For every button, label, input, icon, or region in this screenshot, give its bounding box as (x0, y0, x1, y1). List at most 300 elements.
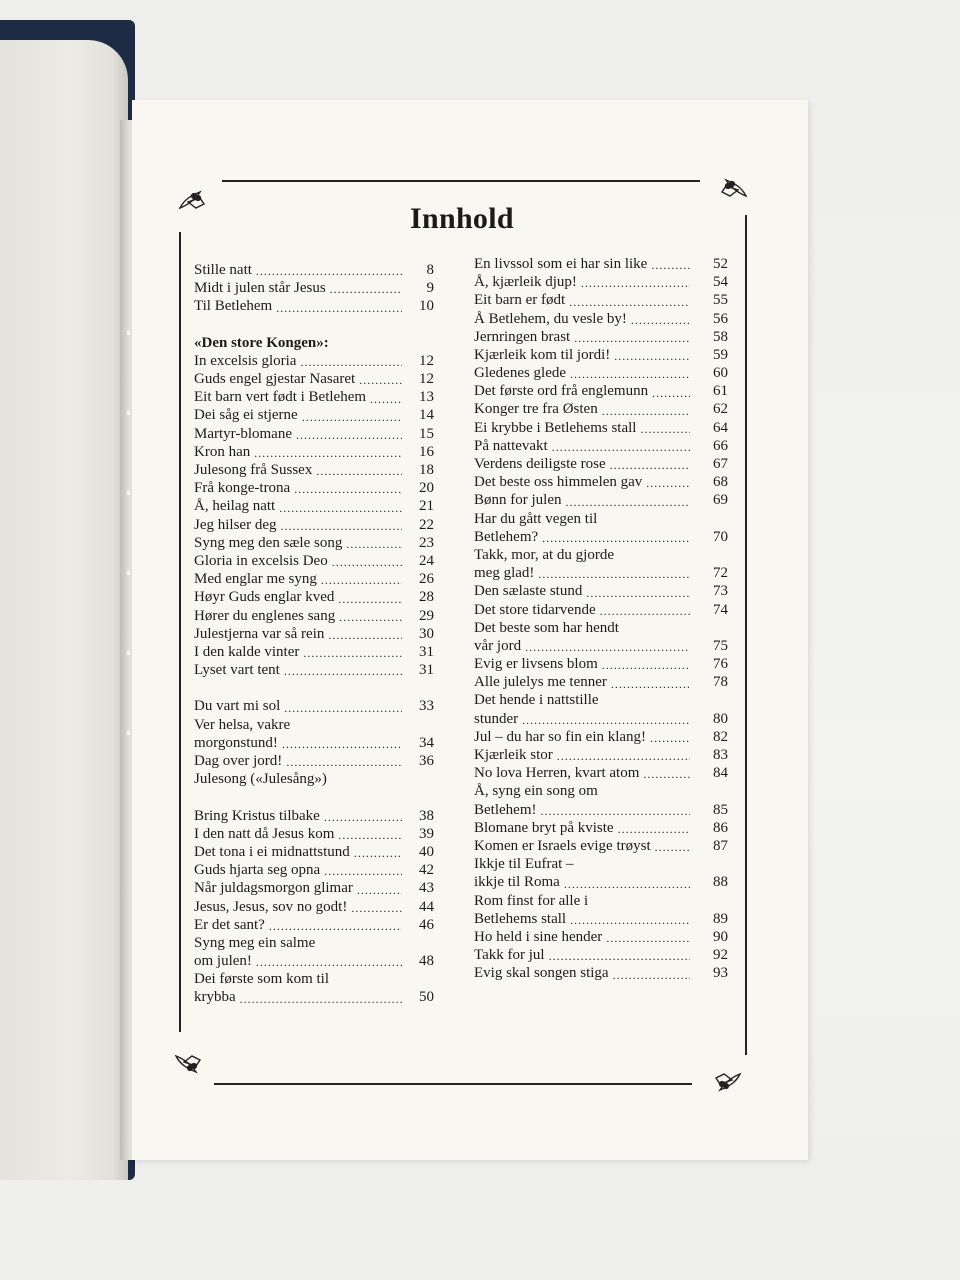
toc-entry-page-number: 68 (713, 474, 728, 491)
toc-entry (474, 510, 728, 528)
toc-right-column (474, 255, 728, 983)
toc-entry (194, 716, 434, 734)
toc-entry-page-number: 13 (419, 389, 434, 406)
toc-entry-title: Bring Kristus tilbake (194, 807, 320, 824)
toc-dot-leader (610, 458, 690, 473)
toc-entry (194, 461, 434, 479)
toc-dot-leader (538, 567, 690, 582)
toc-entry-page-number: 55 (713, 292, 728, 309)
toc-entry-title: Blomane bryt på kviste (474, 819, 614, 836)
toc-dot-leader (602, 658, 690, 673)
toc-dot-leader (284, 664, 402, 679)
toc-entry (474, 892, 728, 910)
toc-dot-leader (282, 737, 402, 752)
toc-dot-leader (611, 677, 690, 692)
toc-dot-leader (600, 604, 690, 619)
toc-dot-leader (570, 913, 690, 928)
toc-dot-leader (646, 476, 690, 491)
toc-entry (194, 643, 434, 661)
toc-entry (474, 291, 728, 309)
toc-entry (474, 401, 728, 419)
binding-stitch (127, 490, 130, 495)
toc-entry (474, 382, 728, 400)
toc-entry (474, 310, 728, 328)
toc-entry-page-number: 26 (419, 571, 434, 588)
toc-entry-title: morgonstund! (194, 734, 278, 751)
toc-entry (194, 934, 434, 952)
toc-entry-page-number: 87 (713, 837, 728, 854)
toc-dot-leader (549, 949, 690, 964)
toc-entry (194, 625, 434, 643)
toc-entry-title: Alle julelys me tenner (474, 674, 607, 691)
toc-dot-leader (328, 628, 402, 643)
toc-entry-page-number: 28 (419, 589, 434, 606)
toc-entry-page-number: 36 (419, 753, 434, 770)
toc-entry (194, 898, 434, 916)
toc-entry-title: En livssol som ei har sin like (474, 255, 648, 272)
toc-dot-leader (581, 276, 690, 291)
toc-entry (474, 637, 728, 655)
toc-entry-title: Takk for jul (474, 947, 545, 964)
toc-entry-title: Kron han (194, 443, 251, 460)
toc-entry (474, 564, 728, 582)
toc-entry (194, 661, 434, 679)
toc-dot-leader (354, 846, 402, 861)
toc-entry-title: Dag over jord! (194, 753, 283, 770)
toc-entry (474, 946, 728, 964)
toc-entry-title: Det hende i nattstille (474, 692, 599, 709)
toc-entry-title: Med englar me syng (194, 571, 317, 588)
toc-entry-title: Ho held i sine hender (474, 928, 603, 945)
binding-stitch (127, 650, 130, 655)
toc-entry-title: Rom finst for alle i (474, 892, 589, 909)
toc-entry (194, 879, 434, 897)
toc-entry-title: Dei såg ei stjerne (194, 407, 298, 424)
toc-entry (194, 861, 434, 879)
toc-entry (194, 970, 434, 988)
toc-dot-leader (586, 586, 690, 601)
toc-dot-leader (279, 501, 402, 516)
toc-entry-title: Syng meg ein salme (194, 934, 316, 951)
toc-entry-title: Ikkje til Eufrat – (474, 856, 574, 873)
toc-entry-page-number: 70 (713, 528, 728, 545)
toc-entry (474, 328, 728, 346)
toc-entry-title: Martyr-blomane (194, 425, 292, 442)
toc-entry-title: I den kalde vinter (194, 643, 300, 660)
toc-entry-title: Den sælaste stund (474, 583, 583, 600)
toc-entry-page-number: 38 (419, 807, 434, 824)
toc-entry-title: Hører du englenes sang (194, 607, 336, 624)
toc-dot-leader (269, 919, 402, 934)
toc-dot-leader (552, 440, 690, 455)
toc-entry-title: På nattevakt (474, 437, 548, 454)
toc-entry-page-number: 22 (419, 516, 434, 533)
toc-entry-page-number: 88 (713, 874, 728, 891)
toc-entry-page-number: 31 (419, 643, 434, 660)
toc-entry-page-number: 52 (713, 255, 728, 272)
toc-entry (194, 843, 434, 861)
toc-entry-page-number: 86 (713, 819, 728, 836)
toc-dot-leader (339, 610, 402, 625)
toc-entry-title: Guds engel gjestar Nasaret (194, 371, 356, 388)
holly-icon (706, 1064, 746, 1104)
toc-dot-leader (650, 731, 690, 746)
toc-entry (474, 782, 728, 800)
toc-entry-title: Å, kjærleik djup! (474, 274, 577, 291)
toc-dot-leader (302, 410, 402, 425)
toc-entry-title: Det store tidarvende (474, 601, 596, 618)
toc-entry-title: Er det sant? (194, 916, 265, 933)
holly-icon (174, 178, 214, 218)
toc-entry-page-number: 43 (419, 880, 434, 897)
toc-entry (194, 698, 434, 716)
toc-entry-page-number: 90 (713, 928, 728, 945)
toc-dot-leader (606, 931, 690, 946)
toc-entry-page-number: 46 (419, 916, 434, 933)
toc-entry (474, 455, 728, 473)
toc-entry-page-number: 67 (713, 456, 728, 473)
toc-entry-title: Jernringen brast (474, 328, 571, 345)
toc-entry-title: Ver helsa, vakre (194, 716, 291, 733)
toc-entry-title: Det første ord frå englemunn (474, 383, 649, 400)
toc-dot-leader (346, 537, 402, 552)
toc-dot-leader (256, 955, 402, 970)
toc-dot-leader (569, 295, 690, 310)
toc-entry-title: meg glad! (474, 565, 535, 582)
toc-dot-leader (286, 755, 402, 770)
toc-entry (474, 473, 728, 491)
toc-dot-leader (614, 349, 690, 364)
toc-entry-title: Syng meg den sæle song (194, 534, 343, 551)
toc-entry-page-number: 82 (713, 728, 728, 745)
toc-entry-page-number: 78 (713, 674, 728, 691)
toc-entry-page-number: 69 (713, 492, 728, 509)
toc-entry (194, 479, 434, 497)
toc-dot-leader (280, 519, 402, 534)
toc-entry-title: Konger tre fra Østen (474, 401, 598, 418)
toc-entry-title: Evig er livsens blom (474, 656, 598, 673)
toc-entry-page-number: 59 (713, 346, 728, 363)
toc-dot-leader (359, 373, 402, 388)
toc-dot-leader (643, 767, 690, 782)
toc-entry (194, 989, 434, 1007)
toc-entry-title: I den natt då Jesus kom (194, 825, 335, 842)
toc-dot-leader (655, 840, 690, 855)
toc-dot-leader (540, 804, 690, 819)
toc-entry (194, 570, 434, 588)
toc-entry-page-number: 20 (419, 480, 434, 497)
toc-entry (194, 279, 434, 297)
toc-entry-title: In excelsis gloria (194, 352, 297, 369)
toc-dot-leader (564, 877, 690, 892)
toc-entry-title: Verdens deiligste rose (474, 456, 606, 473)
frame-left-line (179, 232, 181, 1032)
toc-dot-leader (631, 313, 690, 328)
toc-dot-leader (303, 646, 402, 661)
toc-dot-leader (300, 355, 402, 370)
toc-entry-page-number: 18 (419, 462, 434, 479)
toc-dot-leader (618, 822, 690, 837)
toc-entry (194, 297, 434, 315)
toc-dot-leader (566, 495, 691, 510)
toc-dot-leader (316, 464, 402, 479)
toc-entry (474, 837, 728, 855)
toc-entry-title: Du vart mi sol (194, 698, 281, 715)
toc-dot-leader (338, 592, 402, 607)
toc-entry (194, 425, 434, 443)
toc-entry-page-number: 33 (419, 698, 434, 715)
toc-entry-page-number: 58 (713, 328, 728, 345)
toc-entry-page-number: 76 (713, 656, 728, 673)
toc-dot-leader (240, 992, 402, 1007)
holly-icon (712, 166, 752, 206)
toc-entry-title: Høyr Guds englar kved (194, 589, 335, 606)
toc-entry-page-number: 54 (713, 274, 728, 291)
toc-entry-title: Kjærleik stor (474, 747, 553, 764)
toc-entry-page-number: 75 (713, 637, 728, 654)
toc-entry (194, 388, 434, 406)
toc-entry-page-number: 92 (713, 947, 728, 964)
frame-bottom-line (214, 1083, 692, 1085)
toc-entry-title: Det tona i ei midnattstund (194, 843, 350, 860)
toc-entry-page-number: 24 (419, 552, 434, 569)
toc-entry-title: Gloria in excelsis Deo (194, 552, 328, 569)
toc-entry-title: Jesus, Jesus, sov no godt! (194, 898, 348, 915)
toc-dot-leader (254, 446, 402, 461)
toc-entry-page-number: 8 (426, 261, 434, 278)
toc-dot-leader (357, 883, 402, 898)
toc-entry-page-number: 85 (713, 801, 728, 818)
toc-entry (474, 601, 728, 619)
toc-entry-title: Evig skal songen stiga (474, 965, 609, 982)
toc-entry (474, 692, 728, 710)
binding-stitch (127, 570, 130, 575)
toc-entry (474, 746, 728, 764)
toc-entry (194, 352, 434, 370)
toc-entry (474, 491, 728, 509)
toc-dot-leader (522, 713, 690, 728)
left-page (0, 40, 128, 1180)
toc-entry-title: Betlehem! (474, 801, 537, 818)
toc-dot-leader (338, 828, 402, 843)
toc-dot-leader (651, 258, 690, 273)
toc-entry-title: Guds hjarta seg opna (194, 862, 321, 879)
toc-entry-page-number: 64 (713, 419, 728, 436)
toc-entry (474, 728, 728, 746)
toc-entry (474, 619, 728, 637)
toc-entry (194, 607, 434, 625)
toc-entry-page-number: 21 (419, 498, 434, 515)
toc-entry-title: Eit barn er født (474, 292, 566, 309)
toc-dot-leader (613, 968, 690, 983)
toc-dot-leader (652, 386, 690, 401)
toc-dot-leader (640, 422, 690, 437)
toc-entry-page-number: 73 (713, 583, 728, 600)
toc-entry-page-number: 62 (713, 401, 728, 418)
toc-entry (194, 443, 434, 461)
toc-dot-leader (332, 555, 402, 570)
toc-entry (194, 534, 434, 552)
toc-entry-title: Ei krybbe i Betlehems stall (474, 419, 637, 436)
toc-entry (474, 801, 728, 819)
toc-entry (474, 528, 728, 546)
toc-entry-page-number: 84 (713, 765, 728, 782)
toc-entry-page-number: 48 (419, 953, 434, 970)
toc-entry (474, 819, 728, 837)
toc-entry (194, 588, 434, 606)
toc-entry-title: vår jord (474, 637, 522, 654)
toc-entry (194, 952, 434, 970)
frame-right-line (745, 215, 747, 1055)
toc-entry-title: Midt i julen står Jesus (194, 280, 326, 297)
toc-entry-title: Julesong («Julesång») (194, 771, 327, 788)
toc-entry-page-number: 74 (713, 601, 728, 618)
toc-entry-page-number: 29 (419, 607, 434, 624)
toc-entry-page-number: 56 (713, 310, 728, 327)
toc-dot-leader (296, 428, 402, 443)
toc-entry-page-number: 66 (713, 437, 728, 454)
toc-entry-title: Til Betlehem (194, 298, 273, 315)
toc-entry (194, 770, 434, 788)
toc-entry (474, 710, 728, 728)
toc-entry-title: Lyset vart tent (194, 662, 280, 679)
toc-entry (474, 419, 728, 437)
toc-dot-leader (557, 749, 690, 764)
toc-dot-leader (276, 301, 402, 316)
toc-entry-page-number: 34 (419, 734, 434, 751)
toc-entry (194, 734, 434, 752)
toc-entry-page-number: 12 (419, 352, 434, 369)
toc-entry-title: Betlehem? (474, 528, 539, 545)
holly-icon (170, 1046, 210, 1086)
toc-entry-page-number: 40 (419, 843, 434, 860)
toc-dot-leader (324, 810, 402, 825)
toc-entry (194, 807, 434, 825)
toc-entry-title: Frå konge-trona (194, 480, 291, 497)
binding-stitch (127, 730, 130, 735)
toc-dot-leader (351, 901, 402, 916)
toc-dot-leader (570, 367, 690, 382)
toc-entry-title: Eit barn vert født i Betlehem (194, 389, 367, 406)
toc-entry-page-number: 61 (713, 383, 728, 400)
toc-entry-title: Har du gått vegen til (474, 510, 598, 527)
toc-spacer (194, 679, 434, 697)
toc-entry-page-number: 42 (419, 862, 434, 879)
toc-entry-title: om julen! (194, 953, 252, 970)
toc-dot-leader (330, 282, 402, 297)
toc-entry-title: Jeg hilser deg (194, 516, 277, 533)
toc-entry (474, 764, 728, 782)
toc-entry-title: Det beste som har hendt (474, 619, 619, 636)
toc-entry-title: Når juldagsmorgon glimar (194, 880, 353, 897)
toc-dot-leader (294, 482, 402, 497)
toc-entry-page-number: 72 (713, 565, 728, 582)
toc-entry-page-number: 14 (419, 407, 434, 424)
toc-entry (474, 873, 728, 891)
toc-entry-page-number: 60 (713, 365, 728, 382)
toc-entry-title: Å, heilag natt (194, 498, 276, 515)
toc-entry (474, 546, 728, 564)
toc-entry-page-number: 80 (713, 710, 728, 727)
toc-entry-title: Betlehems stall (474, 910, 567, 927)
toc-entry-page-number: 83 (713, 747, 728, 764)
toc-entry-title: Julestjerna var så rein (194, 625, 325, 642)
toc-entry (194, 407, 434, 425)
toc-entry-title: ikkje til Roma (474, 874, 560, 891)
toc-entry (474, 673, 728, 691)
page-title: Innhold (410, 202, 514, 235)
toc-entry-title: stunder (474, 710, 519, 727)
toc-entry (474, 364, 728, 382)
toc-entry (194, 552, 434, 570)
toc-dot-leader (256, 264, 402, 279)
toc-entry-page-number: 23 (419, 534, 434, 551)
toc-entry (474, 437, 728, 455)
toc-entry-title: Å, syng ein song om (474, 783, 598, 800)
toc-entry-page-number: 89 (713, 910, 728, 927)
toc-entry-page-number: 39 (419, 825, 434, 842)
toc-entry (194, 261, 434, 279)
toc-entry-page-number: 44 (419, 898, 434, 915)
toc-entry (194, 916, 434, 934)
toc-entry-title: No lova Herren, kvart atom (474, 765, 640, 782)
toc-left-column (194, 261, 434, 1007)
toc-entry-title: Å Betlehem, du vesle by! (474, 310, 627, 327)
toc-entry (474, 655, 728, 673)
toc-entry-page-number: 16 (419, 443, 434, 460)
toc-dot-leader (370, 392, 402, 407)
toc-entry-page-number: 9 (426, 280, 434, 297)
toc-entry-title: Stille natt (194, 261, 252, 278)
toc-entry (474, 273, 728, 291)
toc-entry-page-number: 31 (419, 662, 434, 679)
toc-entry-title: Dei første som kom til (194, 971, 329, 988)
binding-stitch (127, 330, 130, 335)
toc-entry-page-number: 93 (713, 965, 728, 982)
toc-entry-title: krybba (194, 989, 236, 1006)
toc-entry (474, 582, 728, 600)
toc-entry (474, 928, 728, 946)
toc-entry-page-number: 15 (419, 425, 434, 442)
toc-entry-page-number: 50 (419, 989, 434, 1006)
toc-entry-title: Kjærleik kom til jordi! (474, 346, 611, 363)
toc-entry-title: Bønn for julen (474, 492, 562, 509)
toc-entry-page-number: 12 (419, 371, 434, 388)
toc-spacer (194, 316, 434, 334)
binding-stitch (127, 410, 130, 415)
toc-entry-page-number: 30 (419, 625, 434, 642)
toc-dot-leader (525, 640, 690, 655)
toc-dot-leader (284, 701, 402, 716)
toc-dot-leader (574, 331, 690, 346)
toc-dot-leader (602, 404, 690, 419)
toc-entry (194, 497, 434, 515)
toc-entry (474, 855, 728, 873)
toc-entry-title: Jul – du har so fin ein klang! (474, 728, 647, 745)
toc-entry (474, 910, 728, 928)
toc-dot-leader (542, 531, 690, 546)
toc-entry-page-number: 10 (419, 298, 434, 315)
toc-entry-title: Komen er Israels evige trøyst (474, 837, 651, 854)
toc-spacer (194, 788, 434, 806)
toc-entry-title: Julesong frå Sussex (194, 462, 313, 479)
toc-section-heading: «Den store Kongen»: (194, 334, 329, 351)
toc-entry-title: Det beste oss himmelen gav (474, 474, 643, 491)
toc-entry (194, 825, 434, 843)
toc-entry (474, 346, 728, 364)
toc-entry (194, 752, 434, 770)
frame-top-line (222, 180, 700, 182)
